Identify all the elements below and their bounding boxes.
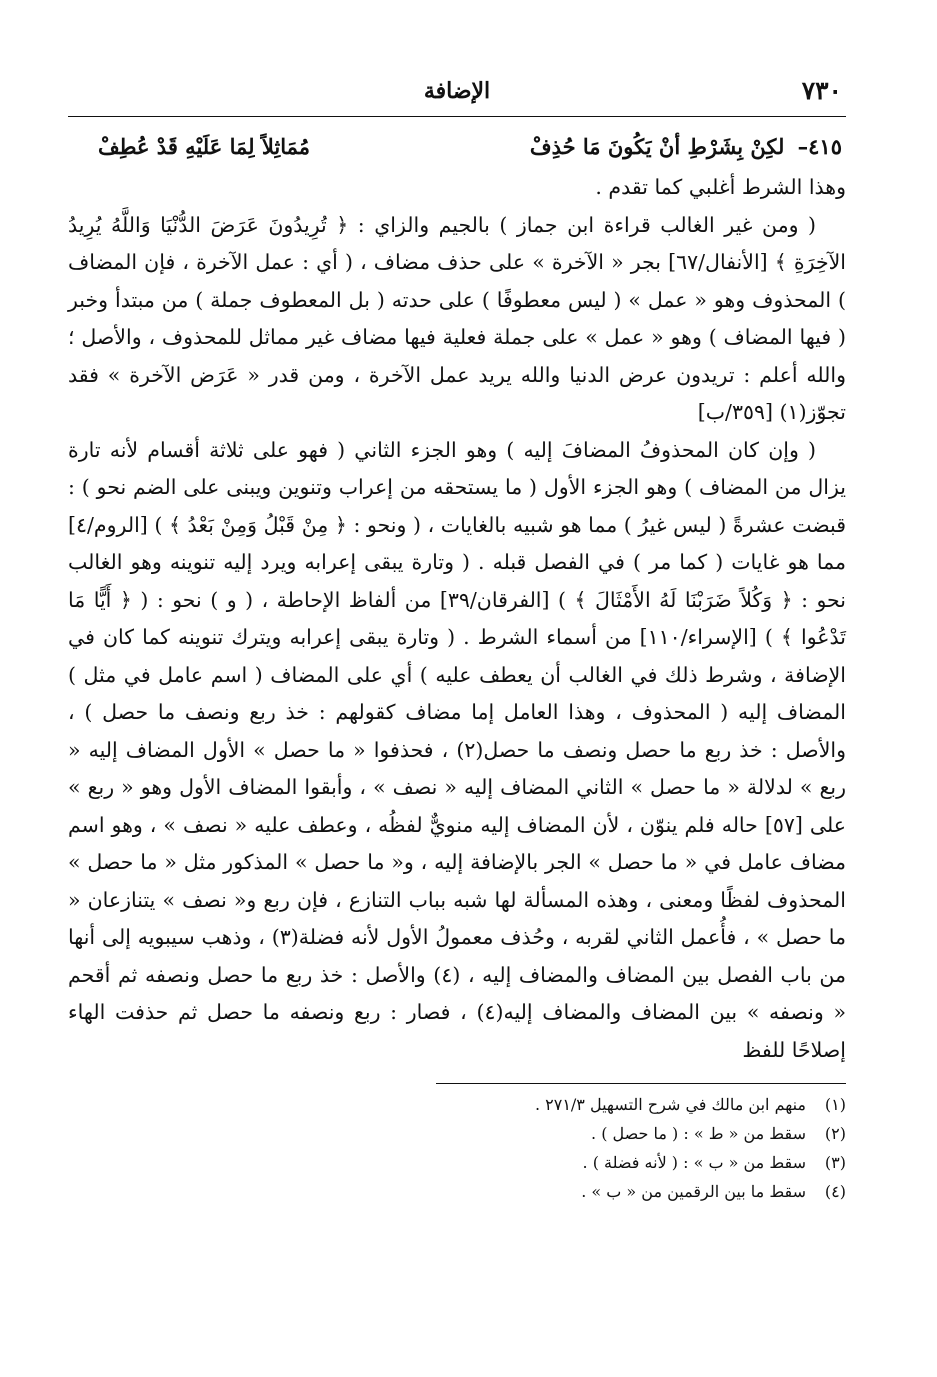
footnote-number: (٢) (824, 1124, 846, 1143)
footnote-number: (٣) (824, 1153, 846, 1172)
paragraph: ( وإن كان المحذوفُ المضافَ إليه ) وهو الجزء الثاني ( فهو على ثلاثة أقسام لأنه تارة يزال من المضاف ) وهو الجزء الأول ( ما يستحقه من إعراب وتنوين ويبنى على الضم نحو ) : قبضت عشرةً ( ليس غيرُ ) مما هو شبيه بالغايات ، ( ونحو : ﴿ مِنْ قَبْلُ وَمِنْ بَعْدُ ﴾ ) [الروم/٤] مما هو غايات ( كما مر ) في الفصل قبله . ( وتارة يبقى إعرابه ويرد إليه تنوينه وهو الغالب نحو : ﴿ وَكُلاً ضَرَبْنَا لَهُ الأَمْثَالَ ﴾ ) [الفرقان/٣٩] من ألفاظ الإحاطة ، ( و ) نحو : ( ﴿ أَيًّا مَا تَدْعُوا ﴾ ) [الإسراء/١١٠] من أسماء الشرط . ( وتارة يبقى إعرابه ويترك تنوينه كما كان في الإضافة ، وشرط ذلك في الغالب أن يعطف عليه ) أي على المضاف ( اسم عامل في مثل ) المضاف إليه ( المحذوف ، وهذا العامل إما مضاف كقولهم : خذ ربع ونصف ما حصل ) ، والأصل : خذ ربع ما حصل ونصف ما حصل(٢) ، فحذفوا « ما حصل » الأول المضاف إليه « ربع » لدلالة « ما حصل » الثاني المضاف إليه « نصف » ، وأبقوا المضاف الأول وهو « ربع » على [٥٧] حاله فلم ينوّن ، لأن المضاف إليه منويٌّ لفظُه ، وعطف عليه « نصف » ، وهو اسم مضاف عامل في « ما حصل » الجر بالإضافة إليه ، و« ما حصل » المذكور مثل « ما حصل » المحذوف لفظًا ومعنى ، وهذه المسألة لها شبه بباب التنازع ، فإن ربع و« نصف » يتنازعان « ما حصل » ، فأُعمل الثاني لقربه ، وحُذف معمولُ الأول لأنه فضلة(٣) ، وذهب سيبويه إلى أنها من باب الفصل بين المضاف والمضاف إليه ، (٤) والأصل : خذ ربع ما حصل ونصفه ثم أقحم « ونصفه » بين المضاف والمضاف إليه(٤) ، فصار : ربع ونصفه ما حصل ثم حذفت الهاء إصلاحًا للفظ (68, 437, 847, 1062)
verse-number: ٤١٥– (797, 134, 842, 159)
footnote (68, 1119, 846, 1148)
footnotes (68, 1090, 846, 1206)
header-rule (68, 116, 846, 117)
book-page (68, 72, 846, 1206)
footnote (68, 1177, 846, 1206)
verse-line (68, 125, 846, 169)
verse-first-hemistich: ٤١٥– لكِنْ بِشَرْطِ أنْ يَكُونَ مَا حُذِفْ (529, 134, 842, 159)
verse-second-hemistich: مُمَاثِلاً لِمَا عَلَيْهِ قَدْ عُطِفْ (98, 134, 310, 159)
footnote-text: سقط ما بين الرقمين من « ب » . (581, 1182, 806, 1201)
paragraph: وهذا الشرط أغلبي كما تقدم . (595, 175, 846, 199)
footnote-text: سقط من « ط » : ( ما حصل ) . (591, 1124, 806, 1143)
footnote-text: سقط من « ب » : ( لأنه فضلة ) . (582, 1153, 806, 1172)
footnote-number: (٤) (824, 1182, 846, 1201)
footnote-number: (١) (824, 1095, 846, 1114)
paragraph: ( ومن غير الغالب قراءة ابن جماز ) بالجيم والزاي : ﴿ تُرِيدُونَ عَرَضَ الدُّنْيَا وَاللَّهُ يُرِيدُ الآخِرَةِ ﴾ [الأنفال/٦٧] بجر « الآخرة » على حذف مضاف ، ( أي : عمل الآخرة ، فإن المضاف ) المحذوف وهو « عمل » ( ليس معطوفًا ) على حدته ( بل المعطوف جملة ) من مبتدأ وخبر ( فيها المضاف ) وهو « عمل » على جملة فعلية فيها مضاف غير مماثل للمحذوف ، والأصل ؛ والله أعلم : تريدون عرض الدنيا والله يريد عمل الآخرة ، ومن قدر « عَرَض الآخرة » فقد تجوّز(١) [٣٥٩/ب] (68, 212, 847, 424)
footnote (68, 1148, 846, 1177)
footnote (68, 1090, 846, 1119)
main-text (68, 169, 846, 1069)
page-header (68, 72, 846, 112)
page-number: ٧٣٠ (801, 76, 842, 105)
running-title: الإضافة (423, 78, 491, 104)
footnote-rule (436, 1083, 846, 1084)
footnote-text: منهم ابن مالك في شرح التسهيل ٢٧١/٣ . (534, 1095, 806, 1114)
